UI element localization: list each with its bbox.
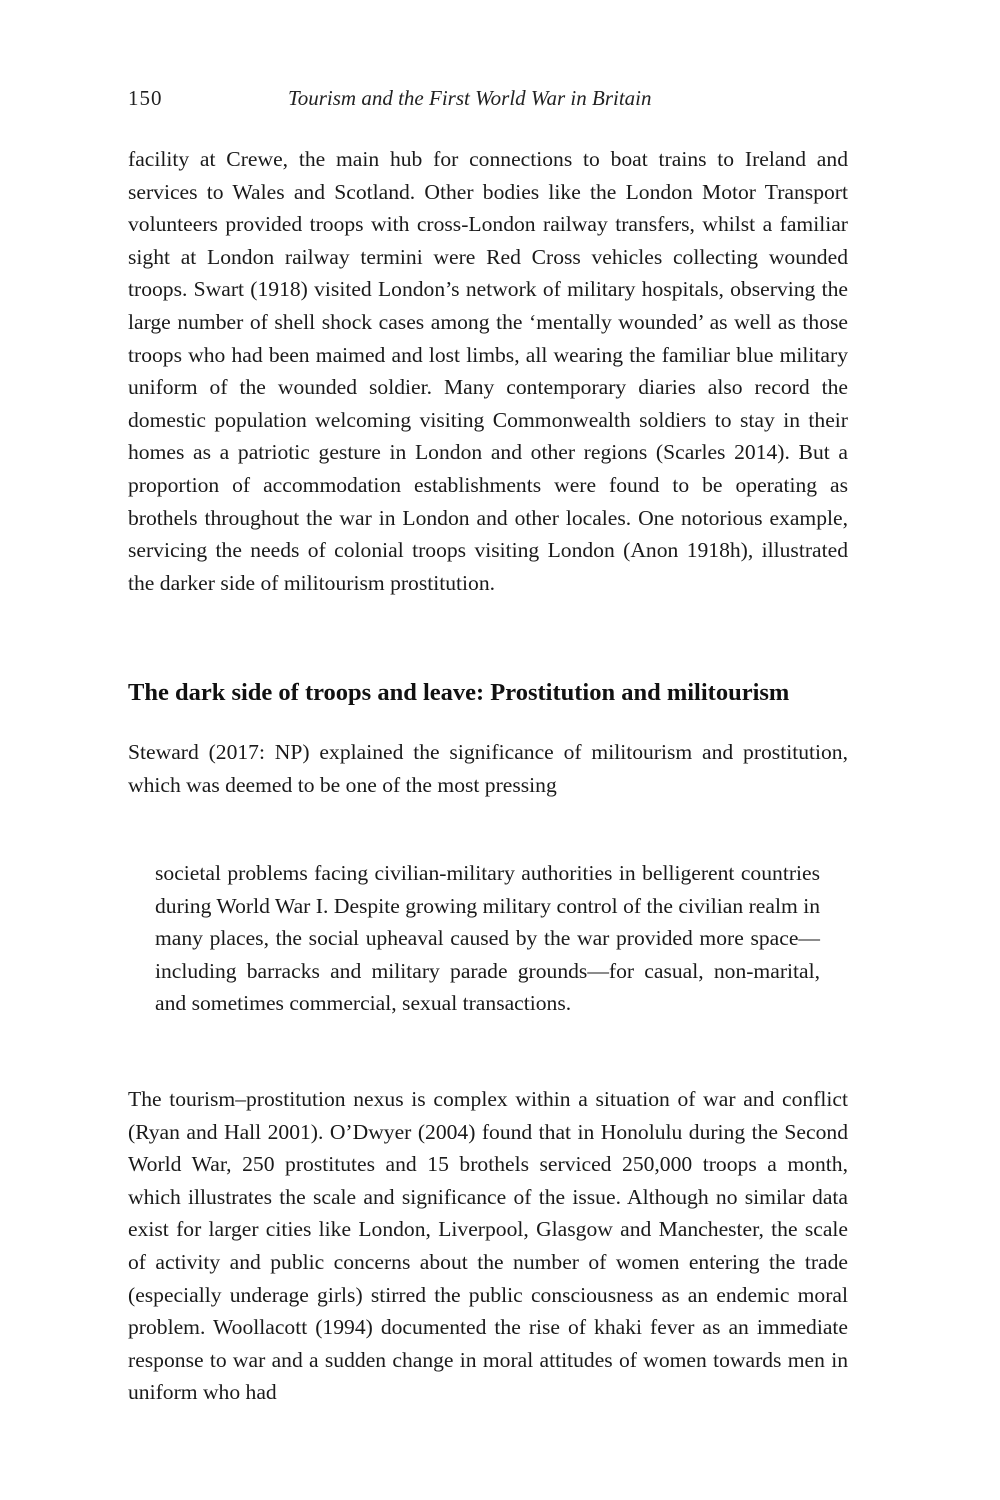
block-quote: societal problems facing civilian-military authorities in belligerent countries during World War I. Despite growing military control of the civilian realm in many places, the social upheaval caused by the war provided more space—including barracks and military parade grounds—for casual, non-marital, and sometimes commercial, sexual transactions. bbox=[155, 861, 820, 1016]
body-paragraph: Steward (2017: NP) explained the significance of militourism and prostitution, which was deemed to be one of the most pressing bbox=[128, 740, 848, 797]
section-heading: The dark side of troops and leave: Prostitution and militourism bbox=[128, 679, 790, 706]
book-title: Tourism and the First World War in Britain bbox=[288, 86, 652, 110]
body-paragraph: facility at Crewe, the main hub for connections to boat trains to Ireland and services to Wales and Scotland. Other bodies like the London Motor Transport volunteers provided troops with cross-London railway transfers, whilst a familiar sight at London railway termini were Red Cross vehicles collecting wounded troops. Swart (1918) visited London’s network of military hospitals, observing the large number of shell shock cases among the ‘mentally wounded’ as well as those troops who had been maimed and lost limbs, all wearing the familiar blue military uniform of the wounded soldier. Many contemporary diaries also record the domestic population welcoming visiting Commonwealth soldiers to stay in their homes as a patriotic gesture in London and other regions (Scarles 2014). But a proportion of accommodation establishments were found to be operating as brothels throughout the war in London and other locales. One notorious example, servicing the needs of colonial troops visiting London (Anon 1918h), illustrated the darker side of militourism prostitution. bbox=[128, 147, 848, 595]
page-number: 150 bbox=[128, 86, 163, 110]
body-paragraph: The tourism–prostitution nexus is complex within a situation of war and conflict (Ryan and Hall 2001). O’Dwyer (2004) found that in Honolulu during the Second World War, 250 prostitutes and 15 brothels serviced 250,000 troops a month, which illustrates the scale and significance of the issue. Although no similar data exist for larger cities like London, Liverpool, Glasgow and Manchester, the scale of activity and public concerns about the number of women entering the trade (especially underage girls) stirred the public consciousness as an endemic moral problem. Woollacott (1994) documented the rise of khaki fever as an immediate response to war and a sudden change in moral attitudes of women towards men in uniform who had bbox=[128, 1087, 848, 1405]
running-head bbox=[128, 86, 848, 120]
